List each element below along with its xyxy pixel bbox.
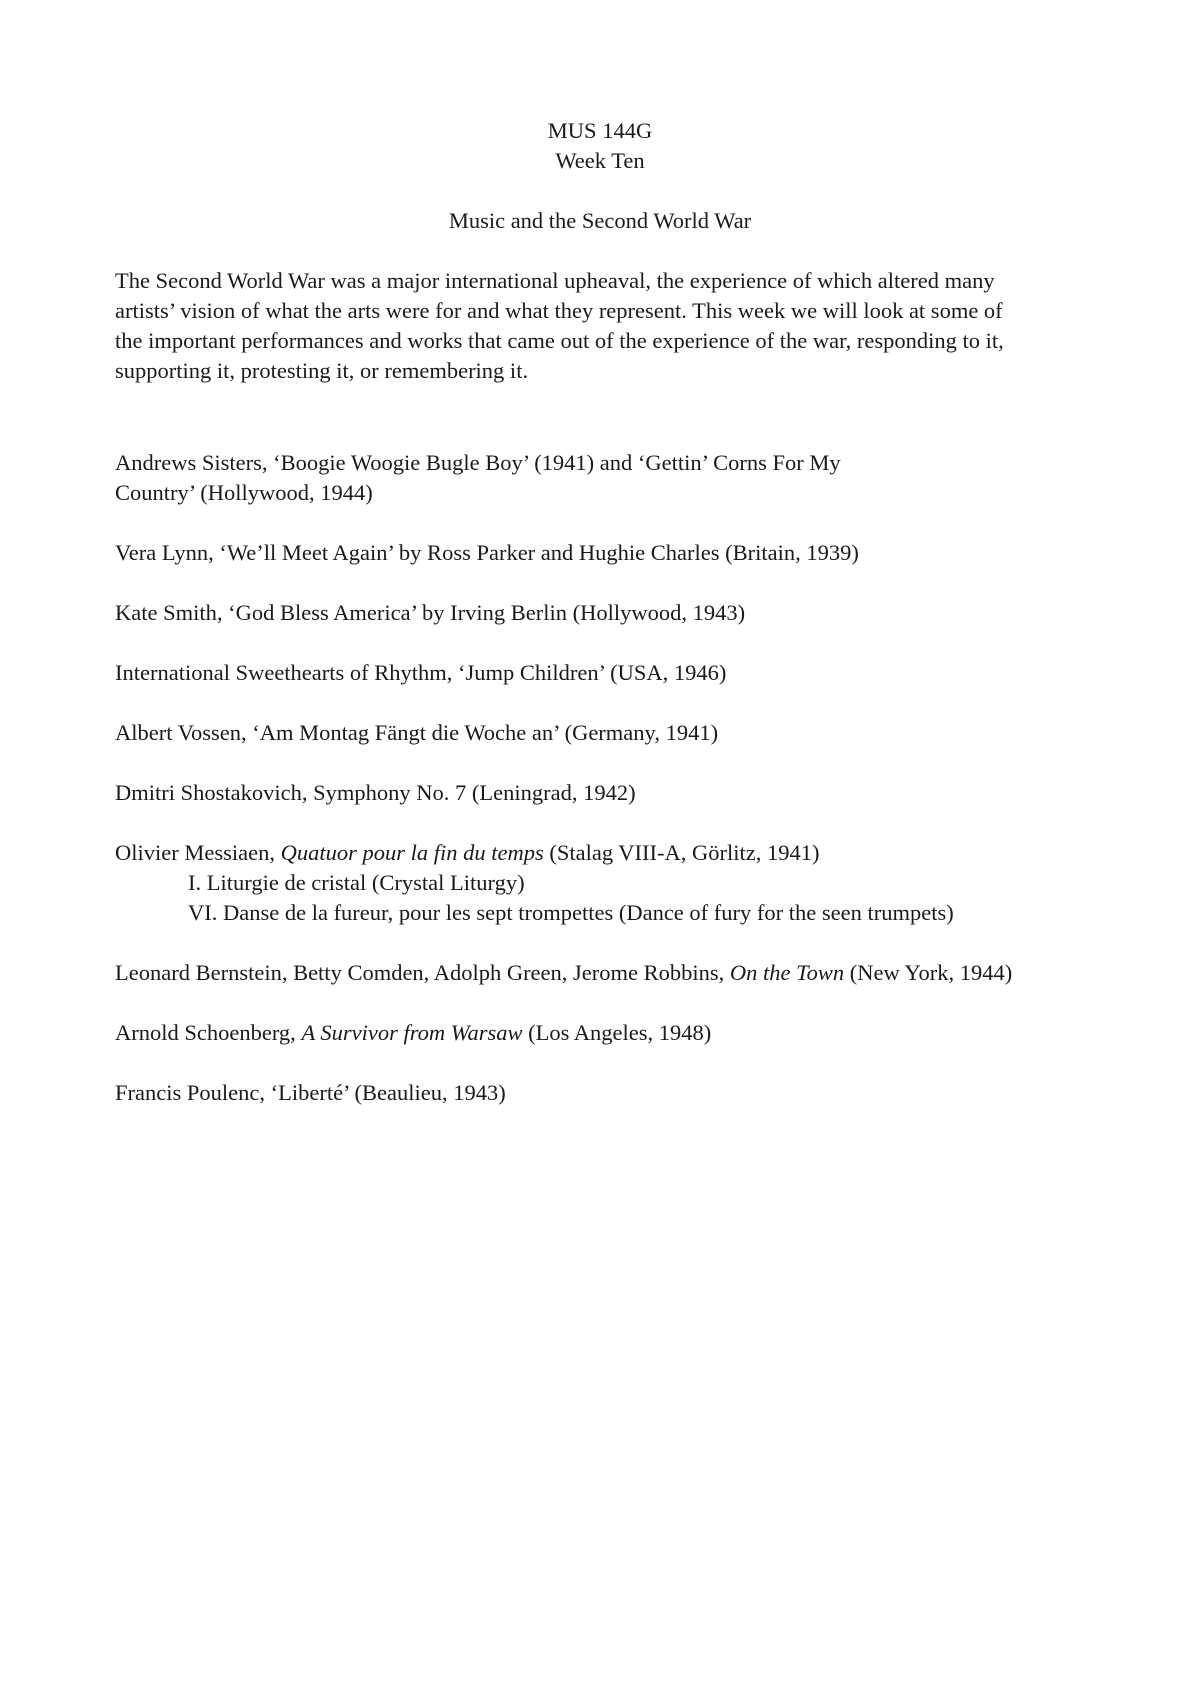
work-title: Quatuor pour la fin du temps xyxy=(280,840,544,865)
list-item-text: Kate Smith, ‘God Bless America’ by Irving Berlin (Hollywood, 1943) xyxy=(115,600,746,625)
list-item-text: International Sweethearts of Rhythm, ‘Jump Children’ (USA, 1946) xyxy=(115,660,727,685)
work-title: On the Town xyxy=(729,960,845,985)
list-item-messiaen xyxy=(115,838,1100,928)
work-details: (Stalag VIII-A, Görlitz, 1941) xyxy=(543,840,820,865)
composer: Leonard Bernstein, Betty Comden, Adolph Green, Jerome Robbins, xyxy=(115,960,730,985)
list-item-text: Dmitri Shostakovich, Symphony No. 7 (Leningrad, 1942) xyxy=(115,780,636,805)
listening-list xyxy=(115,448,1100,1138)
work-details: (New York, 1944) xyxy=(844,960,1013,985)
list-item-albert-vossen xyxy=(115,718,1100,748)
composer: Arnold Schoenberg, xyxy=(115,1020,302,1045)
list-item-text: Country’ (Hollywood, 1944) xyxy=(115,480,373,505)
list-item-bernstein xyxy=(115,958,1100,988)
intro-line: the important performances and works that came out of the experience of the war, responding to it, xyxy=(115,328,1004,353)
course-code: MUS 144G xyxy=(547,118,653,143)
intro-paragraph xyxy=(115,266,1090,386)
intro-line: supporting it, protesting it, or remembering it. xyxy=(115,358,529,383)
composer: Olivier Messiaen, xyxy=(115,840,281,865)
list-item-text xyxy=(115,1018,1100,1048)
list-item-text xyxy=(115,838,1100,868)
week-label: Week Ten xyxy=(555,148,645,173)
list-item-kate-smith xyxy=(115,598,1100,628)
list-item-text: Vera Lynn, ‘We’ll Meet Again’ by Ross Parker and Hughie Charles (Britain, 1939) xyxy=(115,540,859,565)
intro-line: artists’ vision of what the arts were for and what they represent. This week we will look at some of xyxy=(115,298,1003,323)
list-item-vera-lynn xyxy=(115,538,1100,568)
movement-item: I. Liturgie de cristal (Crystal Liturgy) xyxy=(188,870,525,895)
list-item-shostakovich xyxy=(115,778,1100,808)
list-item-text: Francis Poulenc, ‘Liberté’ (Beaulieu, 1943) xyxy=(115,1080,506,1105)
list-item-text xyxy=(115,958,1100,988)
topic-heading xyxy=(0,206,1200,236)
list-item-poulenc xyxy=(115,1078,1100,1108)
list-item-sweethearts-of-rhythm xyxy=(115,658,1100,688)
topic-title: Music and the Second World War xyxy=(448,208,752,233)
header xyxy=(0,116,1200,176)
list-item-andrews-sisters xyxy=(115,448,1100,508)
movement-item: VI. Danse de la fureur, pour les sept trompettes (Dance of fury for the seen trumpets) xyxy=(188,900,954,925)
list-item-schoenberg xyxy=(115,1018,1100,1048)
work-title: A Survivor from Warsaw xyxy=(301,1020,523,1045)
list-item-text: Andrews Sisters, ‘Boogie Woogie Bugle Boy’ (1941) and ‘Gettin’ Corns For My xyxy=(115,450,841,475)
work-details: (Los Angeles, 1948) xyxy=(522,1020,712,1045)
list-item-text: Albert Vossen, ‘Am Montag Fängt die Woche an’ (Germany, 1941) xyxy=(115,720,719,745)
intro-line: The Second World War was a major international upheaval, the experience of which altered many xyxy=(115,268,995,293)
